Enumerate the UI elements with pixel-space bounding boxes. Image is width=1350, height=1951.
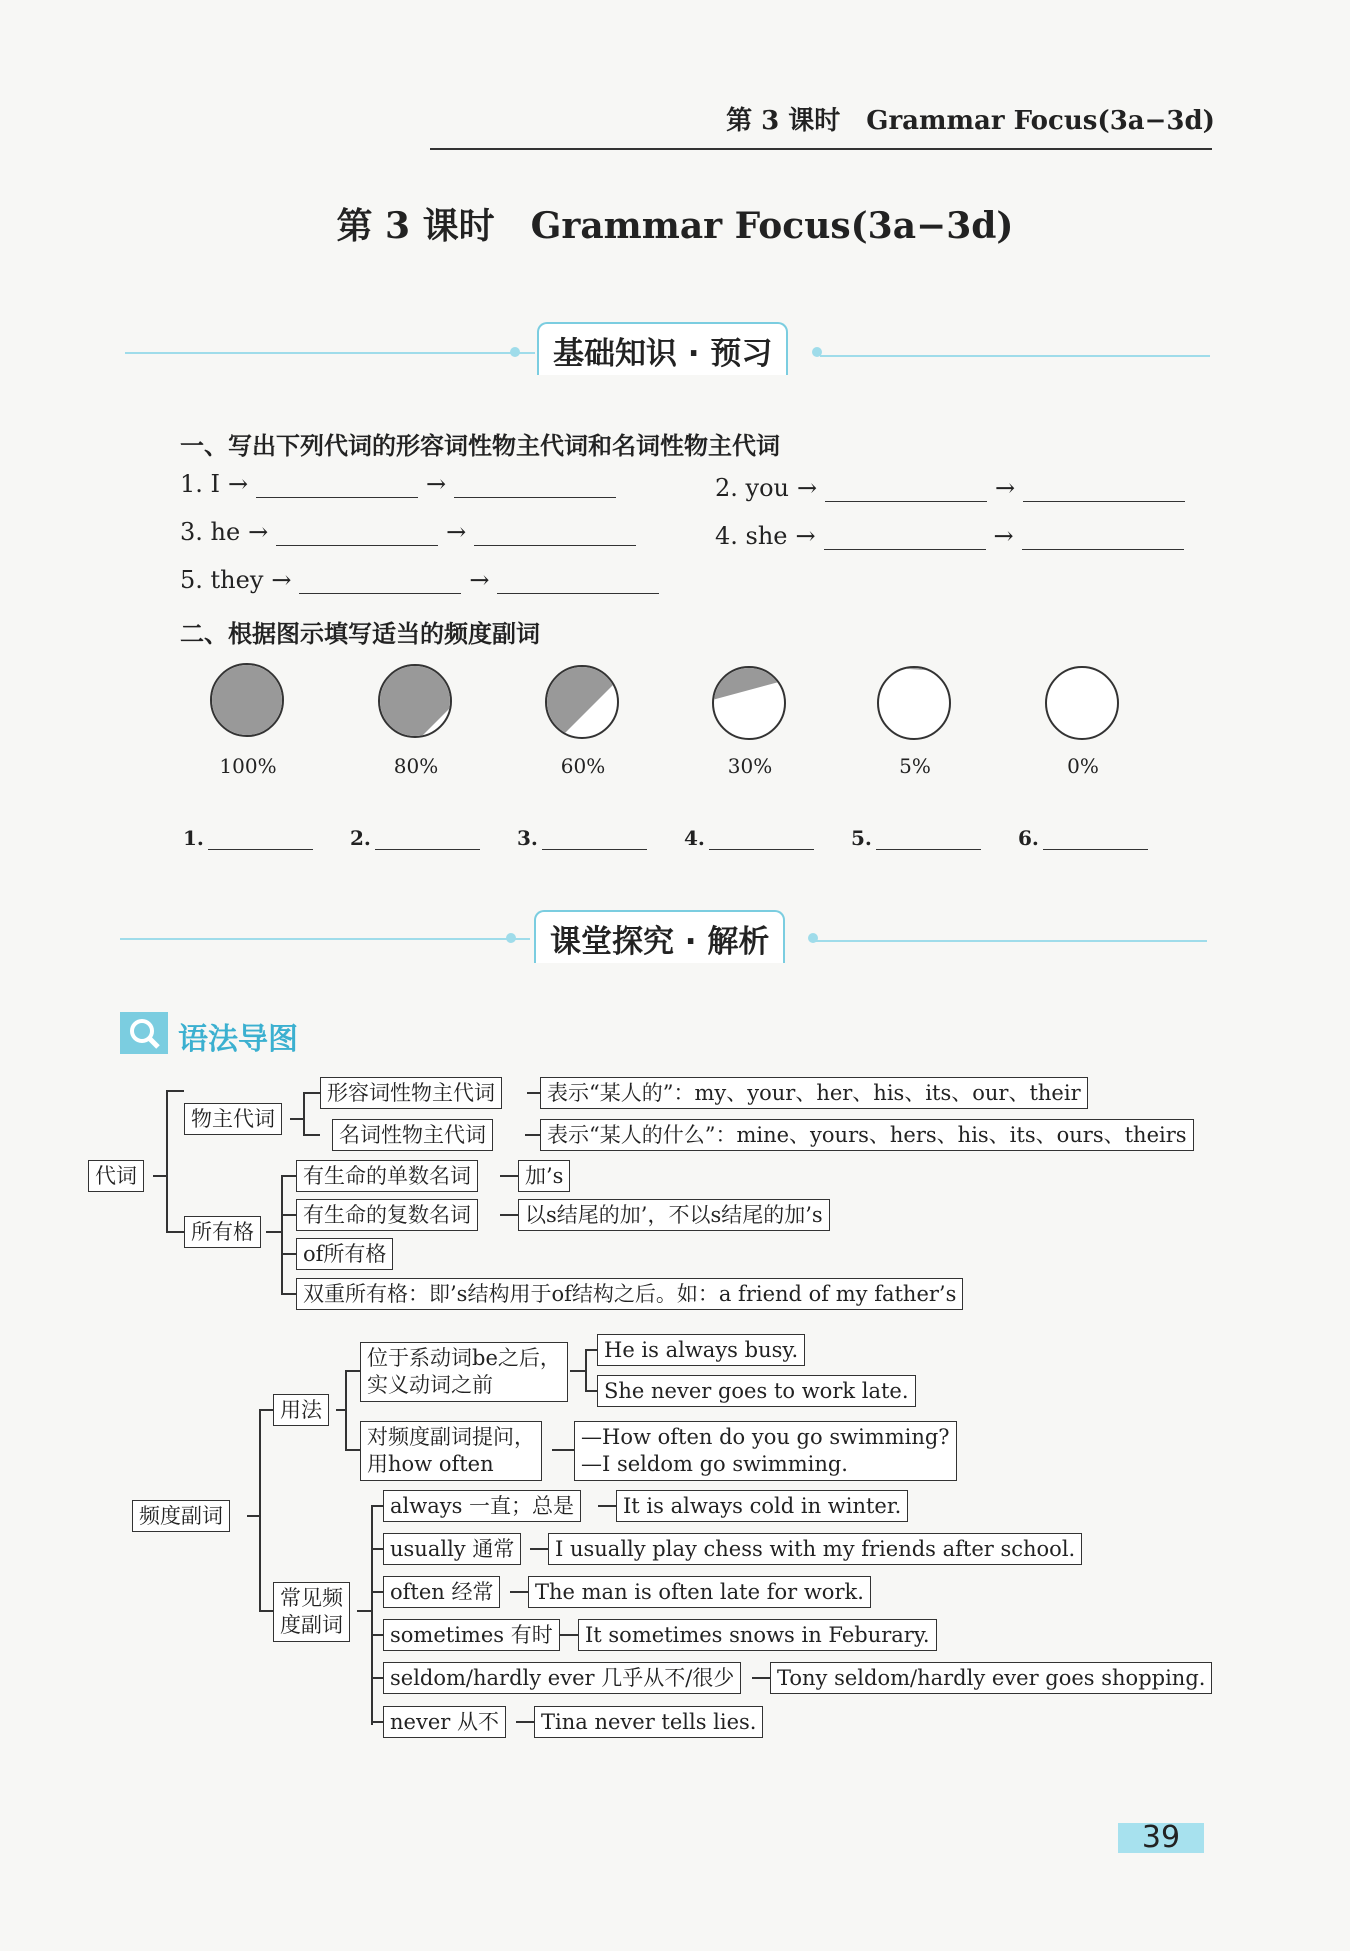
- percent-label: 5%: [899, 754, 931, 778]
- pronoun-item: [180, 518, 636, 546]
- connector: [560, 1634, 578, 1636]
- pronoun-item: [180, 470, 616, 498]
- section-divider: [120, 938, 530, 940]
- answer-blank[interactable]: [876, 831, 981, 850]
- frequency-circle: [378, 664, 452, 738]
- circle-fill: [879, 668, 949, 738]
- adverb-example: Tina never tells lies.: [534, 1706, 763, 1738]
- circle-fill: [212, 665, 282, 735]
- node-possessive-pronoun: 物主代词: [184, 1103, 282, 1135]
- connector: [371, 1548, 383, 1550]
- connector: [166, 1231, 184, 1233]
- adverb-word: sometimes 有时: [383, 1619, 560, 1651]
- answer-blank[interactable]: [497, 571, 659, 594]
- circle-fill: [380, 666, 450, 736]
- connector: [281, 1214, 296, 1216]
- percent-label: 100%: [219, 754, 277, 778]
- connector: [371, 1677, 383, 1679]
- node-frequency-adverb: 频度副词: [132, 1500, 230, 1532]
- magnifier-icon: [120, 1012, 168, 1054]
- pronoun-label: 5. they: [180, 566, 264, 594]
- common-adverbs-line2: 度副词: [280, 1613, 343, 1637]
- frequency-answer: [1018, 826, 1148, 850]
- pronoun-label: 2. you: [715, 474, 789, 502]
- frequency-circle: [210, 663, 284, 737]
- exercise-1-heading: 一、写出下列代词的形容词性物主代词和名词性物主代词: [180, 432, 780, 460]
- pronoun-item: [180, 566, 659, 594]
- connector: [259, 1610, 273, 1612]
- frequency-answer: [851, 826, 981, 850]
- connector: [530, 1548, 548, 1550]
- adverb-word: always 一直；总是: [383, 1490, 581, 1522]
- adverb-example: It sometimes snows in Feburary.: [578, 1619, 937, 1651]
- answer-blank[interactable]: [208, 831, 313, 850]
- connector: [281, 1293, 296, 1295]
- connector: [266, 1231, 282, 1233]
- answer-blank[interactable]: [1023, 479, 1185, 502]
- node-adj-possessive: 形容词性物主代词: [320, 1077, 502, 1109]
- arrow-icon: →: [271, 566, 292, 594]
- percent-label: 60%: [560, 754, 606, 778]
- pronoun-label: 4. she: [715, 522, 788, 550]
- connector: [290, 1118, 304, 1120]
- pronoun-label: 3. he: [180, 518, 241, 546]
- node-double-possessive: 双重所有格：即’s结构用于of结构之后。如：a friend of my father’s: [296, 1278, 963, 1310]
- answer-blank[interactable]: [1022, 527, 1184, 550]
- answer-blank[interactable]: [542, 831, 647, 850]
- arrow-icon: →: [993, 522, 1014, 550]
- frequency-circle: [545, 665, 619, 739]
- answer-number: 2.: [350, 826, 371, 850]
- node-noun-possessive: 名词性物主代词: [332, 1119, 493, 1151]
- connector: [357, 1610, 372, 1612]
- dialogue-line2: —I seldom go swimming.: [581, 1452, 848, 1476]
- arrow-icon: →: [469, 566, 490, 594]
- divider-dot: [510, 347, 520, 357]
- answer-blank[interactable]: [825, 479, 987, 502]
- arrow-icon: →: [796, 474, 818, 502]
- connector: [500, 1214, 518, 1216]
- section-divider: [815, 940, 1207, 942]
- node-adj-desc: 表示“某人的”：my、your、her、his、its、our、their: [540, 1077, 1088, 1109]
- section-title-explore: 课堂探究 · 解析: [534, 910, 785, 963]
- connector: [303, 1092, 320, 1094]
- node-singular-rule: 加’s: [518, 1160, 570, 1192]
- connector: [281, 1175, 283, 1294]
- grammar-map-label: 语法导图: [178, 1022, 298, 1057]
- percent-label: 80%: [393, 754, 439, 778]
- connector: [516, 1721, 534, 1723]
- node-question-rule: [360, 1421, 542, 1481]
- connector: [153, 1175, 167, 1177]
- answer-blank[interactable]: [454, 475, 616, 498]
- adverb-example: Tony seldom/hardly ever goes shopping.: [770, 1662, 1212, 1694]
- percent-label: 0%: [1067, 754, 1099, 778]
- connector: [525, 1134, 540, 1136]
- position-rule-line1: 位于系动词be之后，: [367, 1346, 561, 1370]
- running-header: 第 3 课时 Grammar Focus(3a−3d): [726, 106, 1215, 136]
- connector: [371, 1634, 383, 1636]
- arrow-icon: →: [795, 522, 816, 550]
- arrow-icon: →: [994, 474, 1016, 502]
- section-title-preview: 基础知识 · 预习: [537, 322, 788, 375]
- adverb-example: It is always cold in winter.: [616, 1490, 908, 1522]
- circle-fill: [547, 667, 617, 737]
- position-rule-line2: 实义动词之前: [367, 1373, 493, 1397]
- connector: [585, 1390, 597, 1392]
- connector: [552, 1449, 574, 1451]
- connector: [598, 1505, 616, 1507]
- frequency-answer: [350, 826, 480, 850]
- pronoun-label: 1. I: [180, 470, 221, 498]
- connector: [527, 1092, 540, 1094]
- answer-blank[interactable]: [256, 475, 418, 498]
- connector: [345, 1370, 360, 1372]
- section-divider: [125, 352, 535, 354]
- answer-blank[interactable]: [276, 523, 438, 546]
- exercise-2-heading: 二、根据图示填写适当的频度副词: [180, 620, 540, 648]
- connector: [345, 1449, 360, 1451]
- answer-blank[interactable]: [1043, 831, 1148, 850]
- connector: [585, 1349, 587, 1391]
- answer-blank[interactable]: [375, 831, 480, 850]
- node-plural-noun: 有生命的复数名词: [296, 1199, 478, 1231]
- answer-blank[interactable]: [474, 523, 636, 546]
- divider-dot: [506, 933, 516, 943]
- connector: [281, 1253, 296, 1255]
- node-noun-desc: 表示“某人的什么”：mine、yours、hers、his、its、ours、theirs: [540, 1119, 1194, 1151]
- circle-fill: [714, 668, 784, 738]
- pronoun-item: [715, 522, 1184, 550]
- answer-blank[interactable]: [709, 831, 814, 850]
- answer-number: 4.: [684, 826, 705, 850]
- answer-number: 3.: [517, 826, 538, 850]
- node-possessive-case: 所有格: [184, 1216, 261, 1248]
- node-pronoun: 代词: [88, 1160, 144, 1192]
- answer-number: 5.: [851, 826, 872, 850]
- common-adverbs-line1: 常见频: [280, 1586, 343, 1610]
- frequency-answer: [183, 826, 313, 850]
- connector: [371, 1591, 383, 1593]
- answer-number: 6.: [1018, 826, 1039, 850]
- connector: [510, 1591, 528, 1593]
- adverb-example: The man is often late for work.: [528, 1576, 871, 1608]
- adverb-word: never 从不: [383, 1706, 506, 1738]
- page-number: 39: [1118, 1823, 1204, 1853]
- adverb-word: often 经常: [383, 1576, 500, 1608]
- connector: [259, 1409, 261, 1611]
- answer-blank[interactable]: [299, 571, 461, 594]
- node-example: She never goes to work late.: [597, 1375, 916, 1407]
- node-plural-rule: 以s结尾的加’，不以s结尾的加’s: [518, 1199, 830, 1231]
- adverb-example: I usually play chess with my friends after school.: [548, 1533, 1082, 1565]
- frequency-circle: [712, 666, 786, 740]
- question-rule-line1: 对频度副词提问，: [367, 1425, 535, 1449]
- pronoun-item: [715, 474, 1185, 502]
- node-of-possessive: of所有格: [296, 1238, 393, 1270]
- node-example: He is always busy.: [597, 1334, 805, 1366]
- answer-blank[interactable]: [824, 527, 986, 550]
- arrow-icon: →: [446, 518, 467, 546]
- connector: [345, 1370, 347, 1450]
- adverb-word: seldom/hardly ever 几乎从不/很少: [383, 1662, 741, 1694]
- percent-label: 30%: [727, 754, 773, 778]
- node-dialogue: [574, 1421, 957, 1481]
- connector: [371, 1505, 373, 1725]
- page-title: 第 3 课时 Grammar Focus(3a−3d): [336, 205, 1014, 247]
- frequency-answer: [517, 826, 647, 850]
- connector: [500, 1175, 518, 1177]
- connector: [570, 1370, 586, 1372]
- node-singular-noun: 有生命的单数名词: [296, 1160, 478, 1192]
- node-common-adverbs: [273, 1582, 350, 1642]
- connector: [585, 1349, 597, 1351]
- arrow-icon: →: [248, 518, 269, 546]
- header-rule: [430, 148, 1212, 150]
- connector: [371, 1721, 383, 1723]
- question-rule-line2: 用how often: [367, 1452, 494, 1476]
- frequency-answer: [684, 826, 814, 850]
- frequency-circle: [1045, 666, 1119, 740]
- connector: [303, 1092, 305, 1135]
- connector: [281, 1175, 296, 1177]
- answer-number: 1.: [183, 826, 204, 850]
- arrow-icon: →: [227, 470, 249, 498]
- frequency-circle: [877, 666, 951, 740]
- adverb-word: usually 通常: [383, 1533, 521, 1565]
- dialogue-line1: —How often do you go swimming?: [581, 1425, 950, 1449]
- node-usage: 用法: [273, 1394, 329, 1426]
- section-divider: [820, 355, 1210, 357]
- connector: [259, 1409, 273, 1411]
- connector: [166, 1090, 184, 1092]
- node-position-rule: [360, 1342, 568, 1402]
- connector: [371, 1505, 383, 1507]
- connector: [752, 1677, 770, 1679]
- arrow-icon: →: [425, 470, 447, 498]
- connector: [303, 1134, 320, 1136]
- connector: [166, 1090, 168, 1232]
